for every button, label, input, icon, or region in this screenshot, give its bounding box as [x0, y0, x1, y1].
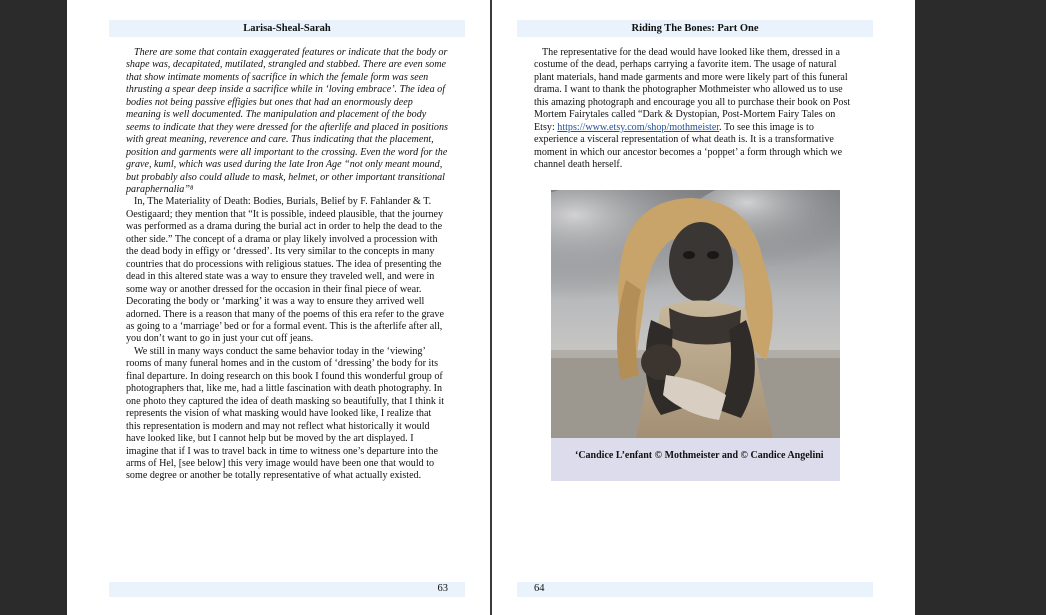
paragraph-text: The representative for the dead would have looked like them, dressed in a costume of the dead, perhaps carrying a favorite item. The usage of natural plant materials, hand made garments and more were likely part of this funeral drama. I want to thank the photographer Mothmeister who allowed us to use this amazing photograph and encourage you all to purchase their book on Post Mortem Fairytales called “Dark & Dystopian, Post-Mortem Fairy Tales on Etsy: — [534, 47, 851, 133]
paragraph-text: . To see this image is to experience a visceral representation of what death is. It is a transformative moment in which our ancestor becomes a ‘poppet’ a form through which we channel death herself. — [534, 121, 843, 171]
body-paragraph: There are some that contain exaggerated features or indicate that the body or shape was, decapitated, mutilated, strangled and stabbed. There are even some that show intimate moments of sacrifice in which the female form was seen thrusting a spear deep inside a sacrifice while in ‘loving embrace’. The idea of bodies not being passive effigies but ones that had an enormously deep meaning is well documented. The manipulation and placement of the body seems to indicate that they were dressed for the afterlife and placed in positions with great meaning, reverence and care. Thus indicating that the placement, position and garments were all important to the crossing. Even the word for the grave, kuml, which was used during the late Iron Age “not only meant mound, but probably also could allude to mask, helmet, or other important transitional paraphernalia”⁸ — [126, 47, 448, 195]
left-page — [67, 0, 490, 615]
photograph — [551, 190, 840, 438]
page-number: 64 — [534, 583, 545, 594]
figure — [551, 190, 840, 481]
page-body-text — [534, 47, 856, 172]
body-paragraph — [534, 47, 856, 172]
page-footer — [517, 582, 873, 597]
body-paragraph: In, The Materiality of Death: Bodies, Burials, Belief by F. Fahlander & T. Oestigaard; they mention that “It is possible, indeed plausible, that the journey was performed as a drama during the burial act in order to help the dead to the other side.” The concept of a drama or play likely involved a procession with the dead body in effigy or ‘dressed’. Its very similar to the concepts in many countries that do processions with religious statues. The idea of presenting the dead in this altered state was a way to ensure they traveled well, and were in some way or another dressed for the occasion in their final piece of wear. Decorating the body or ‘marking’ it was a way to ensure they arrived well adorned. There is a reason that many of the poems of this era refer to the grave as going to a ‘marriage’ bed or for a formal event. This is the afterlife after all, you don’t want to go in just your cut off jeans. — [126, 196, 444, 345]
right-page — [492, 0, 915, 615]
page-number: 63 — [437, 583, 448, 594]
figure-caption — [551, 438, 840, 481]
running-header: Larisa-Sheal-Sarah — [109, 20, 465, 37]
caption-text: ‘Candice L’enfant © Mothmeister and © Candice Angelini — [575, 450, 824, 461]
body-paragraph: We still in many ways conduct the same behavior today in the ‘viewing’ rooms of many funeral homes and in the custom of ‘dressing’ the body for its final departure. In doing research on this book I found this wonderful group of photographers that, like me, had a little fascination with death photography. In one photo they captured the idea of death masking so beautifully, that I think it represents the vision of what masking would have looked like, I realize that this representation is modern and may not reflect what historically it would have looked like, but I cannot help but be moved by the art displayed. I imagine that if I was to travel back in time to witness one’s departure into the arms of Hel, [see below] this very image would have been one that would to some degree or another be totally representative of what actually existed. — [126, 345, 445, 482]
page-body-text — [126, 47, 448, 483]
etsy-shop-link[interactable]: https://www.etsy.com/shop/mothmeister — [557, 121, 720, 133]
running-header: Riding The Bones: Part One — [517, 20, 873, 37]
page-footer — [109, 582, 465, 597]
